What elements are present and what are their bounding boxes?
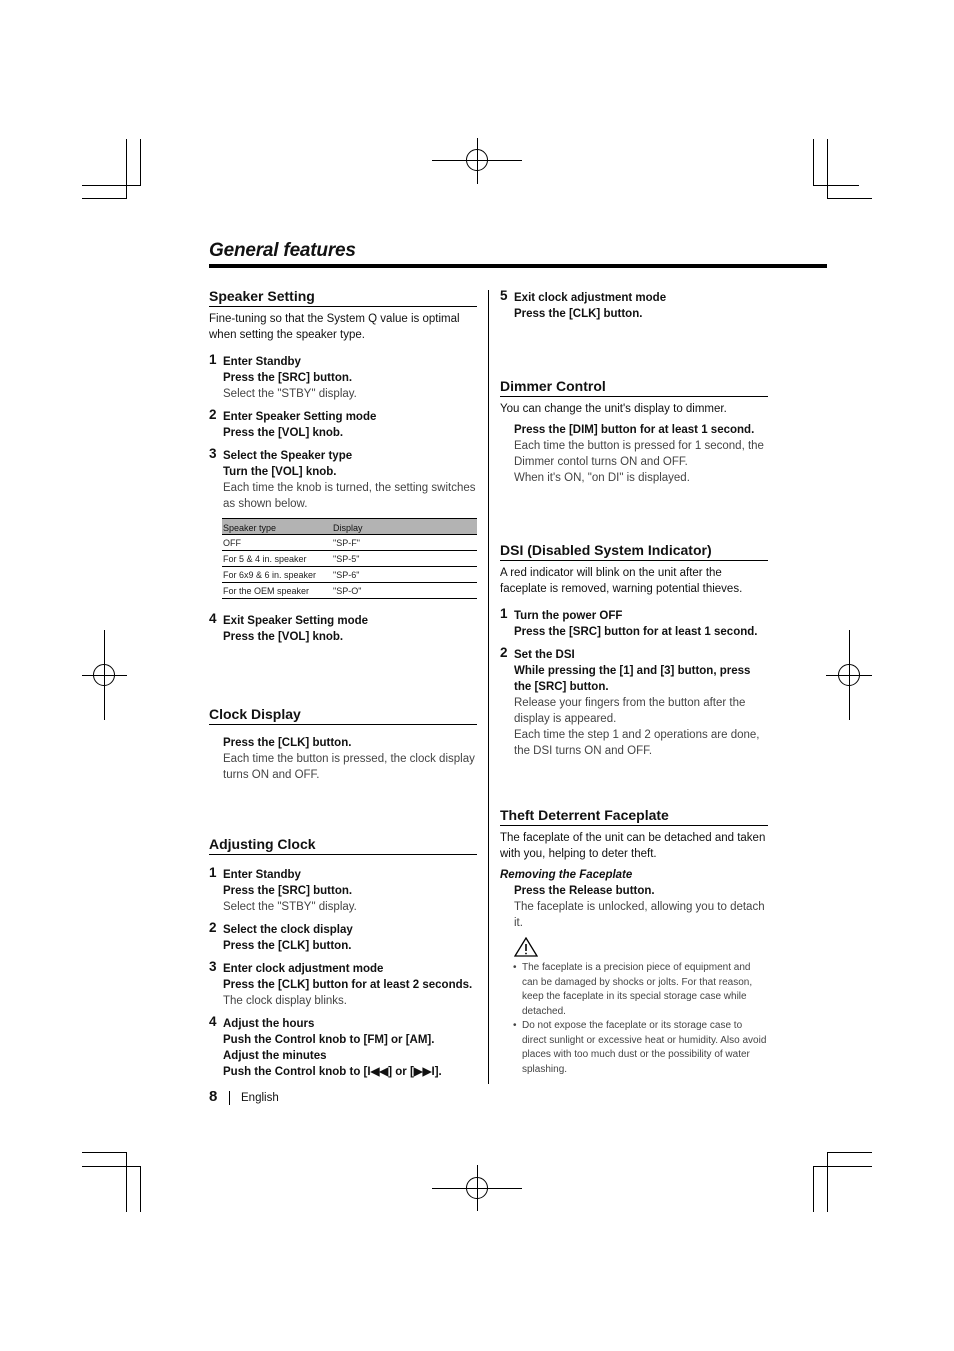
table-cell: "SP-F"	[332, 535, 477, 551]
step-action: While pressing the [1] and [3] button, press the [SRC] button.	[514, 665, 751, 693]
step-5	[500, 290, 768, 322]
step-2	[209, 922, 477, 954]
speaker-type-table	[222, 518, 477, 599]
step-number: 5	[500, 288, 508, 303]
step-action: Press the [CLK] button.	[514, 308, 643, 320]
step-action: Press the [SRC] button for at least 1 second.	[514, 626, 758, 638]
step-action: Press the [VOL] knob.	[223, 427, 344, 439]
step-4	[209, 1016, 477, 1080]
step-action: Press the [VOL] knob.	[223, 631, 344, 643]
section-intro: You can change the unit's display to dimmer.	[500, 403, 727, 415]
step-action-minutes: Push the Control knob to [I◀◀] or [▶▶I].	[223, 1066, 442, 1078]
table-cell: "SP-6"	[332, 567, 477, 583]
step-1	[209, 867, 477, 915]
step-number: 2	[209, 920, 217, 935]
warning-text: Do not expose the faceplate or its storage case to direct sunlight or excessive heat or humidity. Also avoid places with too much dust or the possibility of water splashing.	[522, 1020, 767, 1075]
step-1	[500, 608, 768, 640]
column-header: Speaker type	[222, 519, 332, 535]
list-item: • The faceplate is a precision piece of equipment and can be damaged by shocks or jolts. For that reason, keep the faceplate in its special storage case while detached.	[513, 962, 753, 1017]
page-title: General features	[209, 240, 356, 261]
step-number: 2	[209, 407, 217, 422]
step-1	[209, 354, 477, 402]
step-action: Push the Control knob to [FM] or [AM].	[223, 1034, 435, 1046]
step-title: Enter Standby	[223, 869, 301, 881]
step-3	[209, 448, 477, 512]
step-action: Press the [CLK] button.	[223, 940, 352, 952]
list-item: • Do not expose the faceplate or its storage case to direct sunlight or excessive heat or humidity. Also avoid places with too much dust or the possibility of water splashing.	[513, 1020, 767, 1075]
table-row	[222, 551, 477, 567]
table-row	[222, 583, 477, 599]
step-number: 1	[209, 352, 217, 367]
step-action: Press the [CLK] button.	[223, 737, 352, 749]
step-action: Press the [SRC] button.	[223, 372, 353, 384]
step-title: Select the clock display	[223, 924, 353, 936]
page-number: 8	[209, 1088, 218, 1105]
section-intro: A red indicator will blink on the unit after the faceplate is removed, warning potential thieves.	[500, 567, 743, 595]
subheading: Removing the Faceplate	[500, 869, 633, 881]
step-3	[209, 961, 477, 1009]
step-number: 1	[500, 606, 508, 621]
step-title: Enter clock adjustment mode	[223, 963, 384, 975]
step-action: Press the [DIM] button for at least 1 second.	[514, 424, 755, 436]
table-cell: "SP-O"	[332, 583, 477, 599]
title-rule	[209, 264, 827, 268]
step-number: 3	[209, 446, 217, 461]
step-action: Press the Release button.	[514, 885, 655, 897]
section-heading: Adjusting Clock	[209, 836, 477, 855]
step-title: Exit Speaker Setting mode	[223, 615, 369, 627]
step-note: When it's ON, "on DI" is displayed.	[514, 472, 690, 484]
step-note: Each time the button is pressed for 1 second, the Dimmer contol turns ON and OFF.	[514, 440, 764, 468]
table-row	[222, 567, 477, 583]
table-cell: For 6x9 & 6 in. speaker	[222, 567, 332, 583]
warning-list	[500, 961, 768, 1077]
warning-text: The faceplate is a precision piece of equipment and can be damaged by shocks or jolts. For that reason, keep the faceplate in its special storage case while detached.	[522, 962, 753, 1017]
section-clock-display	[209, 706, 477, 783]
column-header: Display	[332, 519, 477, 535]
step-number: 4	[209, 1014, 217, 1029]
step-title: Enter Standby	[223, 356, 301, 368]
page-language: English	[241, 1092, 279, 1104]
step-number: 1	[209, 865, 217, 880]
step-4	[209, 613, 477, 645]
step-number: 2	[500, 645, 508, 660]
step-action: Press the [SRC] button.	[223, 885, 353, 897]
section-heading: Theft Deterrent Faceplate	[500, 807, 768, 826]
table-cell: For the OEM speaker	[222, 583, 332, 599]
step-title: Set the DSI	[514, 649, 575, 661]
section-dimmer-control	[500, 378, 768, 486]
step-note: Select the "STBY" display.	[223, 901, 357, 913]
adjusting-clock-step-5	[500, 290, 768, 322]
section-dsi	[500, 542, 768, 759]
section-heading: Clock Display	[209, 706, 477, 725]
step-action: Turn the [VOL] knob.	[223, 466, 337, 478]
section-theft-faceplate	[500, 807, 768, 1077]
section-intro: The faceplate of the unit can be detached and taken with you, helping to deter theft.	[500, 832, 766, 860]
step-title: Select the Speaker type	[223, 450, 353, 462]
section-heading: Speaker Setting	[209, 288, 477, 307]
section-adjusting-clock	[209, 836, 477, 1080]
step-number: 3	[209, 959, 217, 974]
step-2	[500, 647, 768, 759]
step-note: The clock display blinks.	[223, 995, 347, 1007]
step-2	[209, 409, 477, 441]
step-note: Release your fingers from the button after the display is appeared.	[514, 697, 746, 725]
section-heading: Dimmer Control	[500, 378, 768, 397]
section-heading: DSI (Disabled System Indicator)	[500, 542, 768, 561]
step-note: Each time the step 1 and 2 operations are done, the DSI turns ON and OFF.	[514, 729, 760, 757]
section-intro: Fine-tuning so that the System Q value is optimal when setting the speaker type.	[209, 313, 460, 341]
step-note: Select the "STBY" display.	[223, 388, 357, 400]
table-row	[222, 535, 477, 551]
step-action: Press the [CLK] button for at least 2 seconds.	[223, 979, 473, 991]
warning-triangle-icon	[514, 937, 768, 959]
step-title: Enter Speaker Setting mode	[223, 411, 377, 423]
table-cell: "SP-5"	[332, 551, 477, 567]
step-title: Exit clock adjustment mode	[514, 292, 667, 304]
step-note: Each time the knob is turned, the setting switches as shown below.	[223, 482, 476, 510]
step-note: Each time the button is pressed, the clock display turns ON and OFF.	[223, 753, 475, 781]
footer-divider	[229, 1091, 230, 1105]
table-cell: For 5 & 4 in. speaker	[222, 551, 332, 567]
step-title: Turn the power OFF	[514, 610, 623, 622]
step-title-minutes: Adjust the minutes	[223, 1050, 327, 1062]
step-number: 4	[209, 611, 217, 626]
step-note: The faceplate is unlocked, allowing you to detach it.	[514, 901, 765, 929]
table-cell: OFF	[222, 535, 332, 551]
table-header-row	[222, 519, 477, 535]
step-title: Adjust the hours	[223, 1018, 315, 1030]
column-divider	[488, 290, 489, 1084]
section-speaker-setting	[209, 288, 477, 645]
